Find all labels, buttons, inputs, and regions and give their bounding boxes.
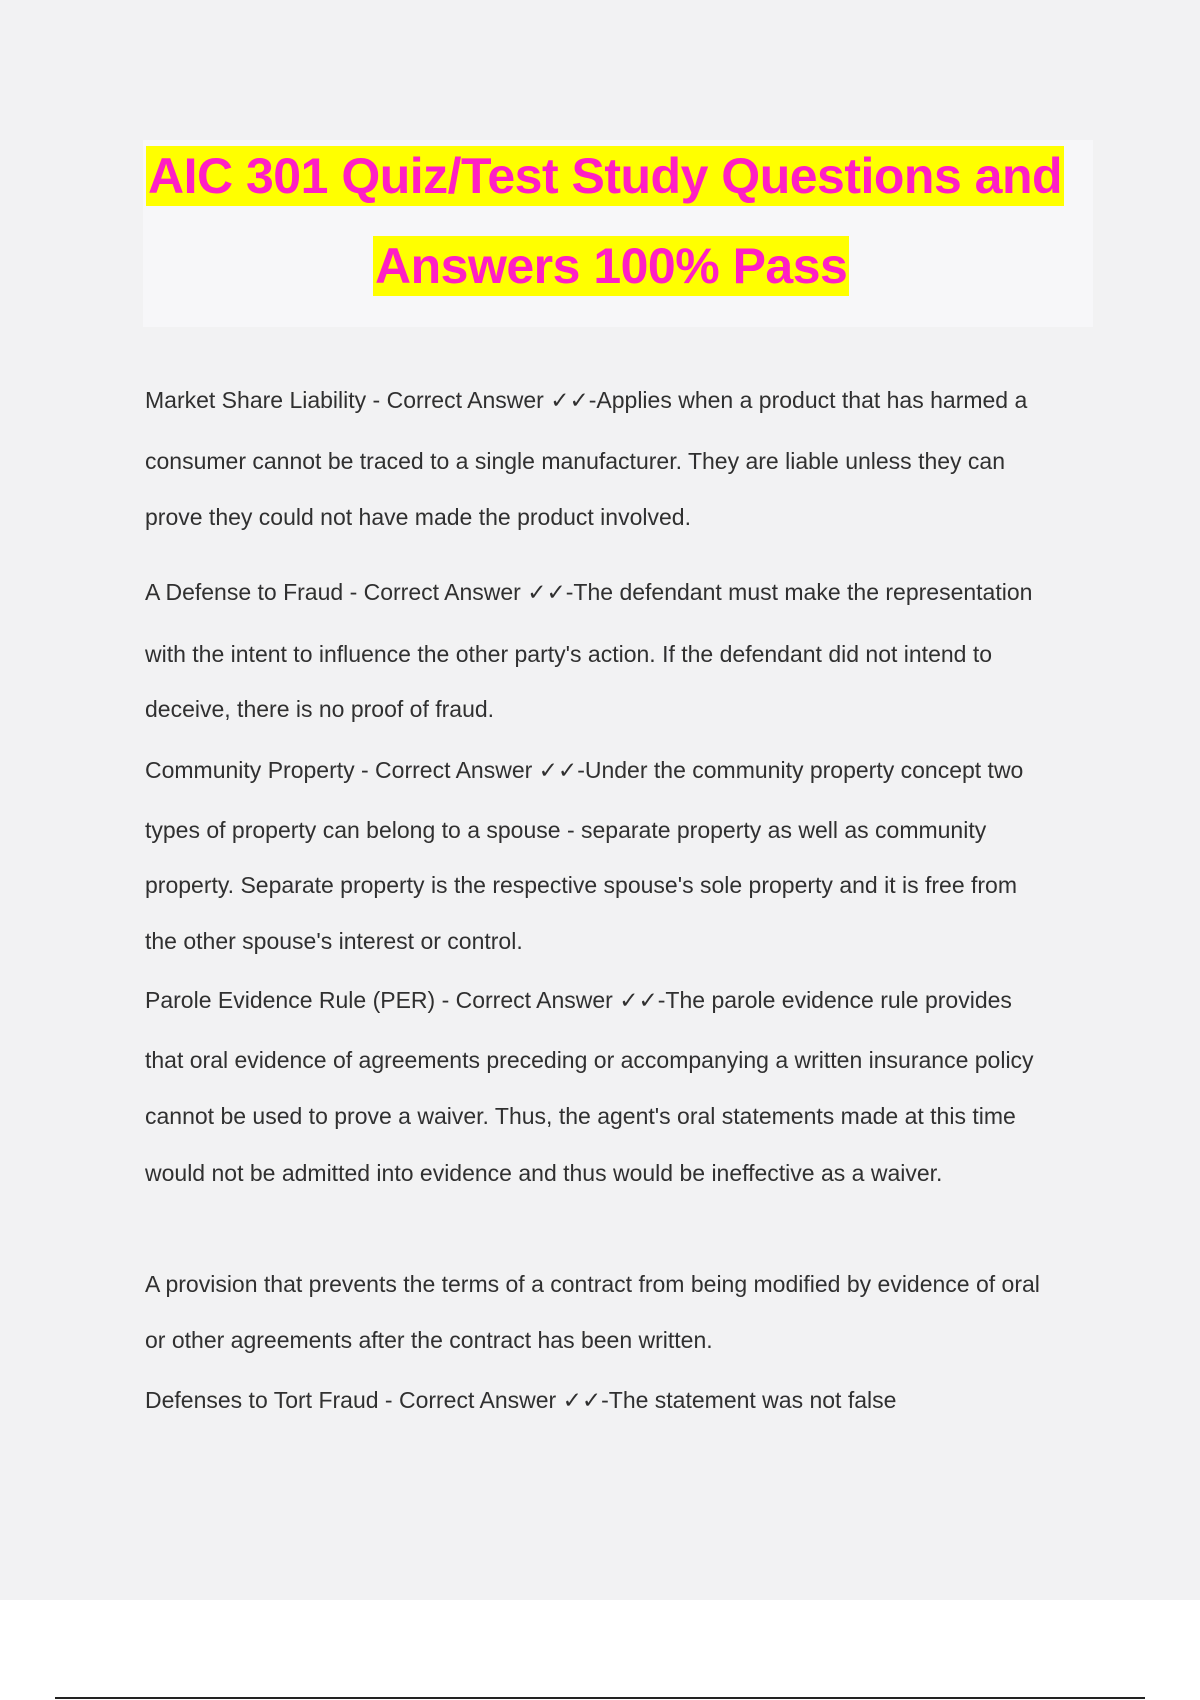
text-line: cannot be used to prove a waiver. Thus, the agent's oral statements made at this time: [145, 1103, 1016, 1129]
text-line: Defenses to Tort Fraud - Correct Answer ✓✓-The statement was not false: [145, 1387, 897, 1413]
title-line-1: AIC 301 Quiz/Test Study Questions and: [148, 148, 1063, 204]
text-line: deceive, there is no proof of fraud.: [145, 696, 495, 722]
text-line: the other spouse's interest or control.: [145, 928, 523, 954]
text-line: A Defense to Fraud - Correct Answer ✓✓-The defendant must make the representation: [145, 579, 1033, 605]
text-line: that oral evidence of agreements preceding or accompanying a written insurance policy: [145, 1047, 1034, 1073]
footer-divider: [55, 1697, 1145, 1699]
text-line: consumer cannot be traced to a single manufacturer. They are liable unless they can: [145, 448, 1006, 474]
text-line: prove they could not have made the product involved.: [145, 504, 691, 530]
text-line: or other agreements after the contract has been written.: [145, 1327, 713, 1353]
text-line: Market Share Liability - Correct Answer ✓✓-Applies when a product that has harmed a: [145, 387, 1028, 413]
text-line: Community Property - Correct Answer ✓✓-Under the community property concept two: [145, 757, 1024, 783]
text-line: Parole Evidence Rule (PER) - Correct Answer ✓✓-The parole evidence rule provides: [145, 987, 1012, 1013]
title-line-2: Answers 100% Pass: [375, 238, 848, 294]
text-line: property. Separate property is the respective spouse's sole property and it is free from: [145, 872, 1018, 898]
text-line: types of property can belong to a spouse - separate property as well as community: [145, 817, 987, 843]
text-line: A provision that prevents the terms of a contract from being modified by evidence of oral: [145, 1271, 1040, 1297]
text-line: would not be admitted into evidence and thus would be ineffective as a waiver.: [145, 1160, 943, 1186]
text-line: with the intent to influence the other party's action. If the defendant did not intend to: [145, 641, 993, 667]
title-block: [143, 140, 1093, 327]
